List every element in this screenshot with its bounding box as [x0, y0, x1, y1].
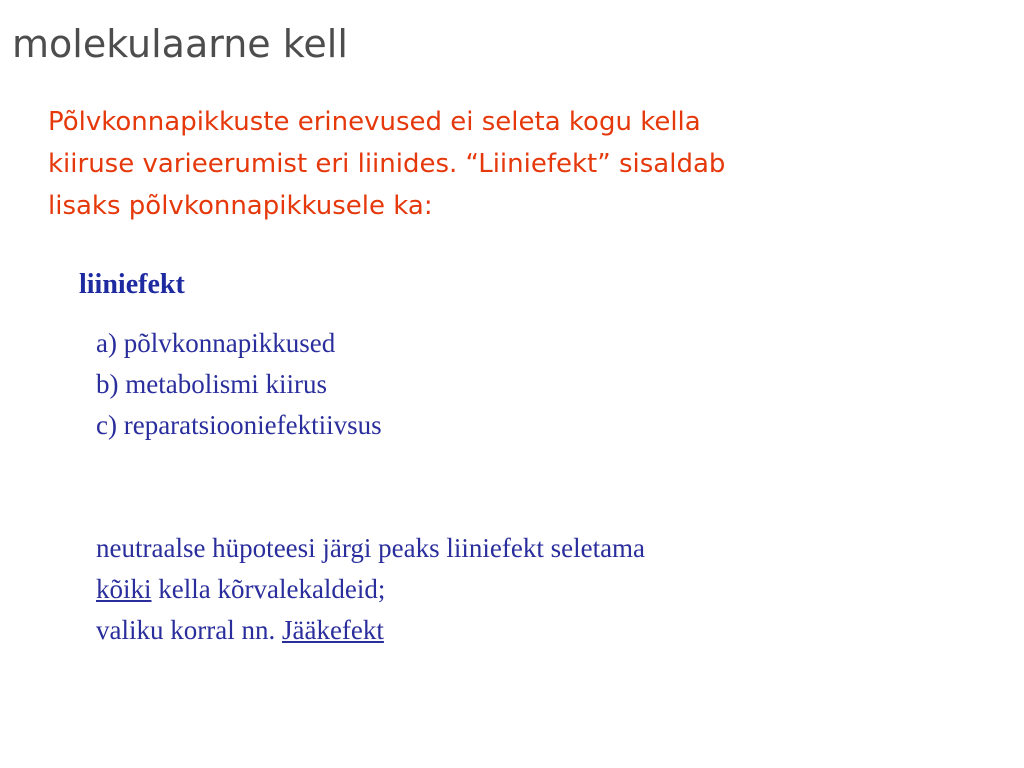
factor-list [96, 323, 382, 446]
conclusion-paragraph [96, 528, 645, 651]
koiki-link[interactable]: kõiki [96, 574, 152, 604]
intro-line: Põlvkonnapikkuste erinevused ei seleta kogu kella [48, 107, 701, 137]
conclusion-line-1: neutraalse hüpoteesi järgi peaks liiniefekt seletama [96, 533, 646, 563]
conclusion-line-3-text: valiku korral nn. [96, 615, 282, 645]
factor-item: b) metabolismi kiirus [96, 369, 327, 399]
intro-line: kiiruse varieerumist eri liinides. “Liiniefekt” sisaldab [48, 149, 726, 179]
intro-paragraph [48, 101, 948, 227]
conclusion-line-2-text: kella kõrvalekaldeid; [151, 574, 386, 604]
factor-item: a) põlvkonnapikkused [96, 328, 336, 358]
section-heading: liiniefekt [79, 269, 185, 300]
intro-line: lisaks põlvkonnapikkusele ka: [48, 191, 433, 221]
conclusion-line-3 [96, 610, 645, 651]
factor-item: c) reparatsiooniefektiivsus [96, 410, 382, 440]
conclusion-line-2 [96, 569, 645, 610]
slide-title: molekulaarne kell [12, 22, 348, 66]
jaakefekt-link[interactable]: Jääkefekt [281, 615, 384, 645]
